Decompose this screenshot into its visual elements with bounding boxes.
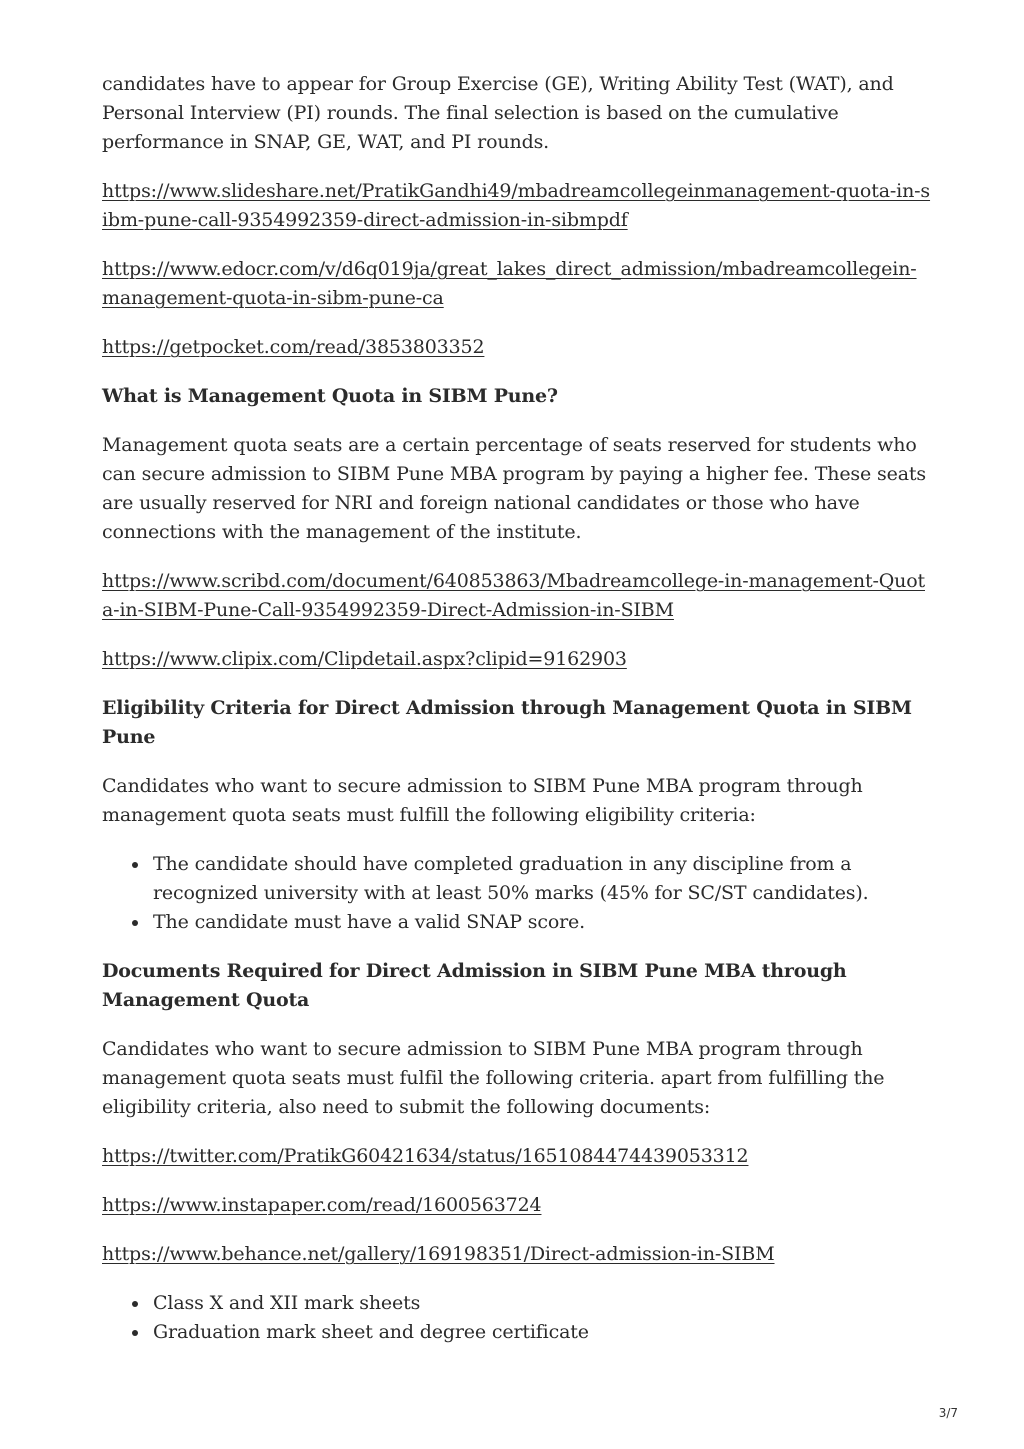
behance-link[interactable]: https://www.behance.net/gallery/169198351/Direct-admission-in-SIBM: [102, 1243, 775, 1265]
clipix-link[interactable]: https://www.clipix.com/Clipdetail.aspx?clipid=9162903: [102, 648, 627, 670]
intro-paragraph: candidates have to appear for Group Exercise (GE), Writing Ability Test (WAT), and Personal Interview (PI) rounds. The final selection is based on the cumulative performance in SNAP, GE, WAT, and PI rounds.: [102, 73, 894, 153]
eligibility-paragraph: Candidates who want to secure admission to SIBM Pune MBA program through management quota seats must fulfill the following eligibility criteria:: [102, 775, 863, 826]
bullet-icon: [132, 1330, 138, 1336]
list-item: [102, 1318, 932, 1347]
eligibility-list: [102, 850, 932, 937]
slideshare-link[interactable]: https://www.slideshare.net/PratikGandhi49/mbadreamcollegeinmanagement-quota-in-sibm-pune-call-9354992359-direct-admission-in-sibmpdf: [102, 180, 931, 231]
list-item-text: The candidate must have a valid SNAP score.: [153, 911, 586, 933]
edocr-link[interactable]: https://www.edocr.com/v/d6q019ja/great_lakes_direct_admission/mbadreamcollegein-management-quota-in-sibm-pune-ca: [102, 258, 917, 309]
page-number: 3/7: [938, 1406, 958, 1420]
document-page: [102, 70, 932, 1367]
twitter-link[interactable]: https://twitter.com/PratikG60421634/status/1651084474439053312: [102, 1145, 749, 1167]
list-item-text: The candidate should have completed graduation in any discipline from a recognized university with at least 50% marks (45% for SC/ST candidates).: [153, 853, 869, 904]
documents-heading: Documents Required for Direct Admission in SIBM Pune MBA through Management Quota: [102, 960, 847, 1011]
eligibility-heading: Eligibility Criteria for Direct Admission through Management Quota in SIBM Pune: [102, 697, 912, 748]
bullet-icon: [132, 862, 138, 868]
instapaper-link[interactable]: https://www.instapaper.com/read/1600563724: [102, 1194, 542, 1216]
list-item: [102, 850, 932, 908]
management-quota-paragraph: Management quota seats are a certain percentage of seats reserved for students who can secure admission to SIBM Pune MBA program by paying a higher fee. These seats are usually reserved for NRI and foreign national candidates or those who have connections with the management of the institute.: [102, 434, 926, 543]
documents-paragraph: Candidates who want to secure admission to SIBM Pune MBA program through management quota seats must fulfil the following criteria. apart from fulfilling the eligibility criteria, also need to submit the following documents:: [102, 1038, 885, 1118]
list-item-text: Class X and XII mark sheets: [153, 1292, 421, 1314]
scribd-link[interactable]: https://www.scribd.com/document/640853863/Mbadreamcollege-in-management-Quota-in-SIBM-Pune-Call-9354992359-Direct-Admission-in-SIBM: [102, 570, 925, 621]
management-quota-heading: What is Management Quota in SIBM Pune?: [102, 385, 558, 407]
documents-list: [102, 1289, 932, 1347]
bullet-icon: [132, 1301, 138, 1307]
list-item: [102, 1289, 932, 1318]
list-item-text: Graduation mark sheet and degree certificate: [153, 1321, 589, 1343]
list-item: [102, 908, 932, 937]
bullet-icon: [132, 920, 138, 926]
getpocket-link[interactable]: https://getpocket.com/read/3853803352: [102, 336, 485, 358]
